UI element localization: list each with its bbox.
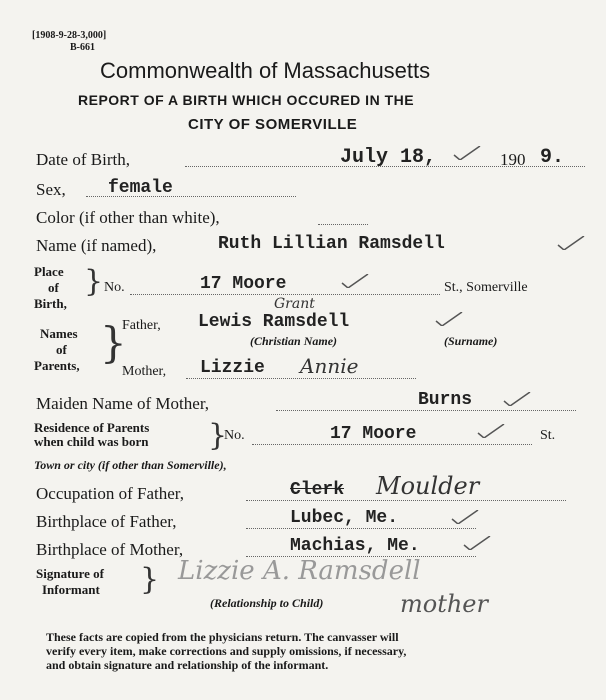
form-title: Commonwealth of Massachusetts [100,58,431,83]
footer-line-2: verify every item, make corrections and supply omissions, if necessary, [46,644,407,658]
checkmark-icon [434,312,464,326]
place-label-3: Birth, [34,296,67,311]
birthplace-mother-label: Birthplace of Mother, [36,540,184,559]
informant-signature: Lizzie A. Ramsdell [178,556,421,586]
father-label: Father, [122,318,161,333]
checkmark-icon [450,510,480,524]
maiden-name-line [276,410,576,411]
father-insert: Grant [274,296,315,312]
place-no-label: No. [104,280,125,295]
date-of-birth-label: Date of Birth, [36,150,130,169]
brace-icon: } [84,264,104,299]
residence-label-2: when child was born [34,434,149,449]
name-value: Ruth Lillian Ramsdell [218,234,445,254]
occupation-label: Occupation of Father, [36,484,185,503]
place-line [130,294,440,295]
residence-value: 17 Moore [330,424,417,444]
mother-handwritten: Annie [300,354,359,378]
checkmark-icon [476,424,506,438]
birthplace-father-line [246,528,476,529]
maiden-name-value: Burns [418,390,473,410]
occupation-line [246,500,566,501]
parents-label-2: of [56,342,67,357]
relationship-caption: (Relationship to Child) [210,596,324,610]
brace-icon: } [140,562,160,597]
sex-label: Sex, [36,180,66,199]
birthplace-father-value: Lubec, Me. [290,508,399,528]
signature-label-2: Informant [42,582,100,597]
surname-caption: (Surname) [444,334,498,348]
place-label-1: Place [34,264,64,279]
maiden-name-label: Maiden Name of Mother, [36,394,210,413]
place-value: 17 Moore [200,274,287,294]
form-id: B-661 [70,42,95,53]
form-code: [1908-9-28-3,000] [32,30,107,41]
christian-name-caption: (Christian Name) [250,334,338,348]
color-label: Color (if other than white), [36,208,220,227]
town-note: Town or city (if other than Somerville), [34,458,227,472]
mother-label: Mother, [122,364,167,379]
residence-no-label: No. [224,428,245,443]
date-of-birth-year-digit: 9. [540,146,565,169]
checkmark-icon [502,392,532,406]
footer-line-1: These facts are copied from the physicians return. The canvasser will [46,630,399,644]
sex-value: female [108,178,173,198]
relationship-handwritten: mother [400,590,488,618]
form-city: CITY OF SOMERVILLE [188,116,358,133]
place-street-label: St., Somerville [444,280,528,295]
birthplace-father-label: Birthplace of Father, [36,512,177,531]
signature-label-1: Signature of [36,566,105,581]
checkmark-icon [462,536,492,550]
parents-label-1: Names [40,326,78,341]
residence-line [252,444,532,445]
date-of-birth-month-day: July 18, [340,146,437,169]
occupation-handwritten: Moulder [376,472,480,500]
mother-value: Lizzie [200,358,265,378]
form-subtitle: REPORT OF A BIRTH WHICH OCCURED IN THE [78,92,415,108]
brace-icon: } [208,418,228,453]
date-of-birth-year-prefix: 190 [500,150,526,169]
color-line [318,224,368,225]
place-label-2: of [48,280,59,295]
birthplace-mother-value: Machias, Me. [290,536,420,556]
brace-icon: } [100,318,127,367]
residence-label-1: Residence of Parents [34,420,150,435]
checkmark-icon [556,236,586,250]
residence-street-label: St. [540,428,556,443]
checkmark-icon [340,274,370,288]
name-label: Name (if named), [36,236,157,255]
father-value: Lewis Ramsdell [198,312,350,332]
occupation-struck: Clerk [290,480,345,500]
parents-label-3: Parents, [34,358,80,373]
checkmark-icon [452,146,482,160]
mother-line [186,378,416,379]
footer-line-3: and obtain signature and relationship of the informant. [46,658,329,672]
